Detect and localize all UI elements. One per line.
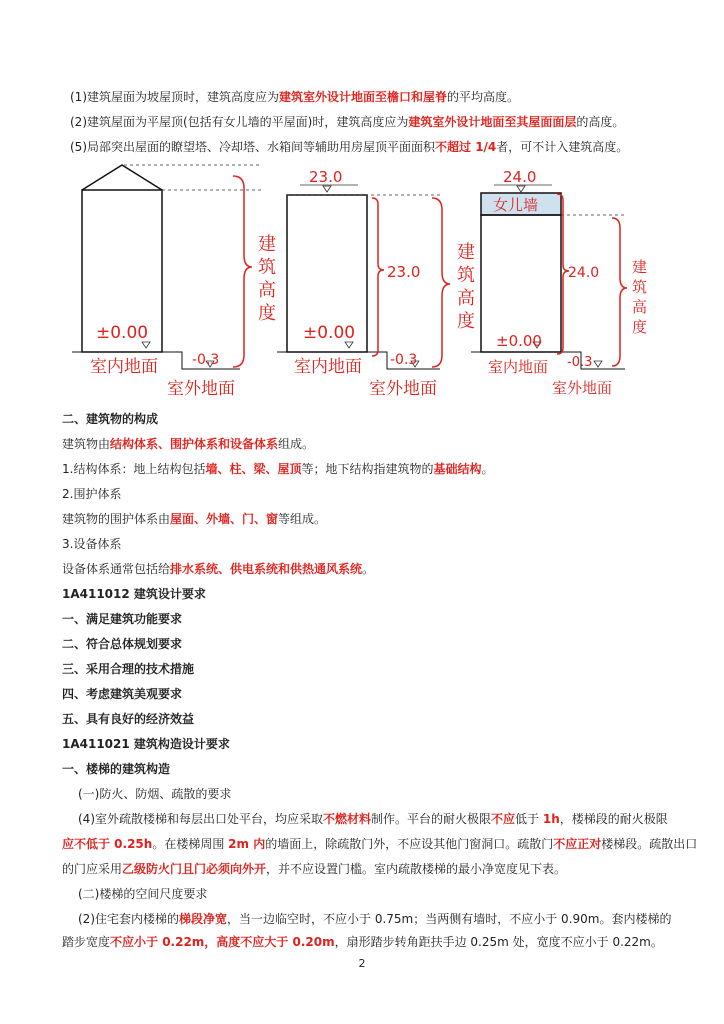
paragraph [62,512,326,526]
height-value: 23.0 [387,263,421,281]
building-flat-roof [277,168,475,399]
height-label-char: 建 [632,258,648,276]
text: 1.结构体系：地上结构包括 [62,462,206,476]
paragraph: 2.围护体系 [62,487,122,501]
subsection-title: 一、楼梯的建筑构造 [62,762,171,776]
paragraph [62,562,374,576]
highlight: 基础结构 [433,462,482,476]
zero-elevation: ±0.00 [303,323,356,343]
text: 的平均高度。 [447,90,520,104]
section-heading: 1A411021 建筑构造设计要求 [62,737,230,751]
section-heading: 1A411012 建筑设计要求 [62,587,206,601]
text: 的高度。 [576,115,625,129]
paragraph [62,462,494,476]
height-label-char: 度 [457,311,475,332]
outdoor-elevation: -0.3 [390,352,418,368]
highlight: 梯段净宽 [179,912,228,926]
text: (1)建筑屋面为坡屋顶时，建筑高度应为 [70,90,279,104]
highlight: 不应 [491,812,516,826]
text: (5)局部突出屋面的瞭望塔、冷却塔、水箱间等辅助用房屋顶平面面积 [70,140,436,154]
text: (2)住宅套内楼梯的 [78,912,179,926]
sub-heading: (一)防火、防烟、疏散的要求 [78,787,232,801]
requirement-item: 一、满足建筑功能要求 [62,612,183,626]
requirement-item: 四、考虑建筑美观要求 [62,687,183,701]
building-parapet-roof [471,168,647,397]
height-label-char: 高 [258,280,276,301]
height-label-char: 建 [457,242,475,263]
height-brace [233,176,252,367]
zero-elevation: ±0.00 [496,332,542,350]
section-title: 二、建筑物的构成 [62,412,159,426]
parapet-label: 女儿墙 [493,196,539,214]
indoor-ground-label: 室内地面 [90,357,158,377]
building-height-diagram [0,160,724,410]
outdoor-elevation: -0.3 [567,355,593,370]
highlight: 墙、柱、梁、屋顶 [205,462,302,476]
requirement-item: 五、具有良好的经济效益 [62,712,195,726]
highlight: 不应正对 [553,837,602,851]
outdoor-ground-label: 室外地面 [167,379,235,399]
text: 组成。 [278,437,315,451]
text: 低于 [515,812,543,826]
highlight: 乙级防火门且门必须向外开 [122,862,267,876]
paragraph-pitched-roof [70,90,519,104]
text: 的门应采用 [62,862,123,876]
text: ，当一边临空时，不应小于 0.75m；当两侧有墙时，不应小于 0.90m。套内楼梯的 [227,912,672,926]
paragraph-protrusion [70,140,628,154]
highlight: 屋面、外墙、门、窗 [170,512,279,526]
paragraph [62,437,314,451]
highlight: 排水系统、供电系统和供热通风系统 [170,562,363,576]
highlight: 建筑室外设计地面至其屋面面层 [408,115,577,129]
requirement-item: 三、采用合理的技术措施 [62,662,195,676]
text: (4)室外疏散楼梯和每层出口处平台，均应采取 [78,812,323,826]
text: 建筑物的围护体系由 [62,512,171,526]
height-label-char: 筑 [457,265,475,286]
text: 。 [362,562,375,576]
text: 制作。平台的耐火极限 [371,812,492,826]
text: (2)建筑屋面为平屋顶(包括有女儿墙的平屋面)时，建筑高度应为 [70,115,409,129]
indoor-ground-label: 室内地面 [294,357,362,377]
text: 等；地下结构指建筑物的 [301,462,434,476]
paragraph-flat-roof [70,115,624,129]
highlight: 结构体系、围护体系和设备体系 [110,437,279,451]
indoor-ground-label: 室内地面 [488,358,549,376]
text: 的墙面上，除疏散门外，不应设其他门窗洞口。疏散门 [265,837,554,851]
text: ，扇形踏步转角距扶手边 0.25m 处，宽度不应小于 0.22m。 [334,935,663,949]
height-label-char: 筑 [258,257,276,278]
highlight: 不应小于 0.22m，高度不应大于 0.20m [110,935,335,949]
page-number: 2 [358,957,366,970]
height-value: 24.0 [568,265,600,281]
height-label-char: 度 [258,303,276,324]
paragraph [62,862,566,876]
text: ，楼梯段的耐火极限 [559,812,668,826]
outdoor-ground-label: 室外地面 [552,379,613,397]
highlight: 应不低于 0.25h [62,837,153,851]
text: 。 [481,462,494,476]
requirement-item: 二、符合总体规划要求 [62,637,183,651]
sub-heading: (二)楼梯的空间尺度要求 [78,887,208,901]
text: 等组成。 [278,512,327,526]
paragraph [78,812,668,826]
text: 者，可不计入建筑高度。 [496,140,629,154]
height-brace [612,218,627,366]
height-label-char: 筑 [632,278,648,296]
height-label-char: 度 [632,318,648,336]
zero-elevation: ±0.00 [96,323,149,343]
top-elevation: 24.0 [503,168,537,186]
pitched-roof-shape [82,165,162,190]
text: 。在楼梯周围 [152,837,229,851]
text: 楼梯段。疏散出口 [601,837,698,851]
building-pitched-roof [72,165,276,399]
paragraph: 3.设备体系 [62,537,122,551]
height-label-char: 建 [258,234,276,255]
paragraph [62,935,663,949]
text: ，并不应设置门槛。室内疏散楼梯的最小净宽度见下表。 [266,862,567,876]
highlight: 1h [542,812,560,826]
text: 建筑物由 [62,437,111,451]
highlight: 不超过 1/4 [435,140,497,154]
highlight: 不燃材料 [323,812,372,826]
height-label-char: 高 [632,298,648,316]
highlight: 建筑室外设计地面至檐口和屋脊 [279,90,448,104]
highlight: 2m 内 [228,837,266,851]
paragraph [78,912,671,926]
outdoor-ground-label: 室外地面 [369,379,437,399]
height-label-char: 高 [457,288,475,309]
height-brace-small [372,198,384,356]
text: 设备体系通常包括给 [62,562,171,576]
top-elevation: 23.0 [309,168,343,186]
height-brace [432,198,450,367]
outdoor-elevation: -0.3 [192,352,220,368]
paragraph [62,837,697,851]
text: 踏步宽度 [62,935,111,949]
